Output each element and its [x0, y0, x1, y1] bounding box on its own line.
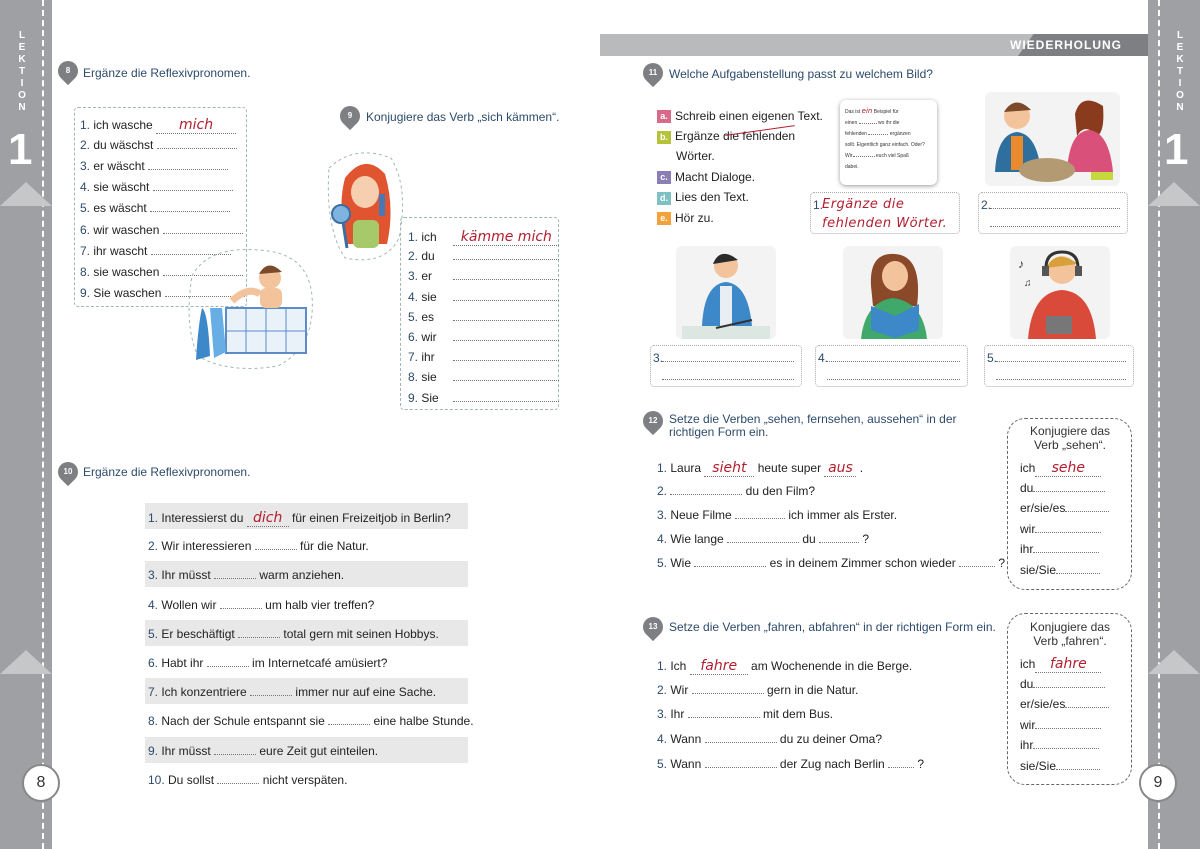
listening-illustration — [1010, 246, 1110, 339]
handwritten-answer: dich — [253, 510, 283, 526]
option-text: Ergänze die fehlenden — [675, 129, 796, 144]
answer-line — [990, 226, 1120, 227]
exercise-row — [408, 269, 559, 283]
item-text: Du sollst — [168, 772, 218, 787]
item-number: 4. — [148, 597, 162, 612]
answer-blank[interactable] — [214, 578, 256, 579]
item-text: wir waschen — [93, 222, 163, 237]
conjugation-row — [1020, 697, 1109, 711]
item-text: im Internetcafé amüsiert? — [248, 656, 388, 670]
exercise-row — [80, 138, 237, 152]
item-text: Habt ihr — [161, 656, 207, 670]
answer-blank[interactable] — [1056, 573, 1100, 574]
exercise-row — [80, 180, 233, 194]
answer-number: 1. — [813, 198, 824, 212]
handwritten-answer: sehe — [1051, 460, 1086, 476]
exercise-row — [80, 159, 228, 173]
item-text: ? — [914, 756, 925, 771]
exercise-row — [408, 249, 559, 263]
answer-blank[interactable] — [453, 259, 559, 260]
chevron-decoration — [1148, 182, 1200, 206]
answer-blank[interactable] — [1035, 532, 1101, 533]
chevron-decoration — [0, 650, 52, 674]
conjugation-row — [1020, 460, 1101, 477]
answer-blank[interactable] — [453, 279, 559, 280]
answer-blank[interactable] — [238, 637, 280, 638]
option-letter-badge: e. — [657, 212, 671, 225]
page-number-left: 8 — [22, 764, 60, 802]
item-text: gern in die Natur. — [763, 682, 859, 697]
exercise-row — [408, 370, 559, 384]
answer-blank[interactable] — [220, 608, 262, 609]
chevron-decoration — [1148, 650, 1200, 674]
answer-number: 3. — [653, 351, 664, 365]
item-number: 6. — [80, 222, 94, 237]
box-title-line: Verb „sehen“. — [1033, 438, 1107, 452]
handwritten-answer: Ergänze die fehlenden Wörter. — [822, 197, 948, 231]
answer-blank[interactable] — [819, 542, 859, 543]
exercise-9-instruction: Konjugiere das Verb „sich kämmen“. — [366, 110, 560, 124]
exercise-row — [657, 732, 882, 746]
exercise-row — [657, 757, 924, 771]
answer-blank[interactable] — [453, 300, 559, 301]
answer-blank[interactable] — [1033, 748, 1099, 749]
answer-blank[interactable] — [250, 695, 292, 696]
item-text: Wir interessieren — [161, 539, 255, 554]
item-text: um halb vier treffen? — [261, 597, 375, 612]
answer-blank[interactable] — [453, 360, 559, 361]
answer-blank[interactable] — [453, 401, 559, 402]
item-text: Wie — [670, 556, 695, 570]
answer-blank[interactable] — [328, 724, 370, 725]
sidebar-dashed-line — [42, 0, 44, 849]
item-text: du — [799, 532, 820, 546]
option-letter-badge: a. — [657, 110, 671, 123]
item-number: 5. — [80, 201, 94, 216]
exercise-row — [148, 656, 387, 670]
exercise-row — [148, 714, 474, 728]
item-text: wir — [421, 330, 437, 344]
answer-blank[interactable] — [207, 666, 249, 667]
exercise-row — [657, 508, 897, 522]
right-sidebar — [1148, 0, 1200, 849]
item-text: Interessierst du — [161, 511, 247, 525]
option-text: Schreib einen eigenen Text. — [675, 109, 823, 123]
item-text: ich wasche — [93, 118, 157, 132]
answer-blank[interactable] — [148, 169, 228, 170]
answer-line — [827, 379, 960, 380]
item-number: 1. — [80, 118, 94, 132]
answer-blank[interactable] — [1035, 728, 1101, 729]
lektion-vertical-label: L E K T I O N — [1176, 30, 1184, 113]
exercise-row — [657, 484, 815, 498]
option-item — [657, 109, 823, 123]
answer-blank[interactable] — [888, 767, 914, 768]
exercise-row — [80, 223, 243, 237]
item-text: es — [421, 309, 435, 324]
answer-blank[interactable] — [688, 717, 760, 718]
item-text: heute super — [754, 461, 825, 475]
pronoun: wir — [1020, 521, 1036, 536]
answer-number: 5. — [987, 351, 998, 365]
answer-blank[interactable] — [959, 566, 995, 567]
exercise-row — [148, 773, 347, 787]
answer-box[interactable] — [650, 345, 802, 387]
item-text: Neue Filme — [670, 508, 736, 522]
exercise-row — [80, 117, 236, 134]
boy-bathing-illustration — [188, 246, 316, 372]
exercise-row — [657, 683, 858, 697]
pronoun: er/sie/es — [1020, 501, 1066, 515]
item-number: 2. — [657, 682, 671, 697]
option-item — [657, 211, 714, 225]
conjugation-row — [1020, 563, 1100, 577]
item-text: er wäscht — [93, 159, 149, 174]
item-text: immer nur auf eine Sache. — [292, 685, 437, 700]
exercise-row — [408, 330, 559, 344]
item-text: für einen Freizeitjob in Berlin? — [288, 511, 451, 525]
answer-blank[interactable] — [217, 783, 259, 784]
item-text: total gern mit seinen Hobbys. — [280, 626, 439, 641]
lektion-number: 1 — [1164, 125, 1189, 174]
item-text: Nach der Schule entspannt sie — [161, 714, 329, 729]
exercise-row — [408, 310, 559, 324]
item-text: Wann — [670, 756, 705, 771]
exercise-row — [148, 539, 369, 553]
item-text: es wäscht — [93, 201, 151, 216]
conjugation-row — [1020, 522, 1101, 536]
answer-blank[interactable] — [1065, 511, 1109, 512]
exercise-row — [408, 290, 559, 304]
item-text: Ihr — [670, 707, 688, 722]
answer-blank[interactable] — [453, 380, 559, 381]
item-text: er — [421, 269, 433, 284]
conjugation-box-title — [1010, 620, 1130, 648]
answer-blank[interactable] — [453, 229, 559, 246]
item-number: 9. — [80, 285, 94, 300]
handwritten-answer: sieht — [712, 460, 747, 476]
item-text: Ihr müsst — [161, 743, 215, 758]
item-text: eure Zeit gut einteilen. — [256, 743, 379, 758]
item-text: Wie lange — [670, 532, 728, 546]
answer-blank[interactable] — [214, 754, 256, 755]
item-text: am Wochenende in die Berge. — [747, 659, 913, 673]
box-title-line: Konjugiere das — [1029, 620, 1111, 634]
exercise-row — [657, 556, 1005, 570]
pronoun: sie/Sie — [1020, 562, 1057, 577]
conjugation-row — [1020, 481, 1105, 495]
item-number: 8. — [148, 714, 162, 729]
item-text: sie wäscht — [93, 180, 153, 195]
exercise-8-instruction: Ergänze die Reflexivpronomen. — [83, 66, 251, 80]
exercise-row — [657, 460, 863, 477]
option-letter-badge: b. — [657, 131, 671, 144]
answer-box[interactable] — [815, 345, 968, 387]
exercise-badge-icon: 8 — [54, 57, 82, 85]
answer-blank[interactable] — [453, 320, 559, 321]
item-text: du zu deiner Oma? — [776, 732, 882, 747]
answer-blank[interactable] — [1033, 552, 1099, 553]
item-text: Ich — [670, 659, 690, 673]
item-text: Sie waschen — [93, 285, 165, 300]
conjugation-row — [1020, 718, 1101, 732]
item-text: du wäschst — [93, 138, 157, 153]
option-text: Macht Dialoge. — [675, 169, 756, 184]
option-item — [657, 190, 749, 204]
item-number: 5. — [148, 626, 162, 641]
answer-blank[interactable] — [1035, 460, 1101, 477]
item-text: . — [856, 461, 864, 475]
sidebar-dashed-line — [1158, 0, 1160, 849]
item-number: 1. — [657, 659, 671, 673]
item-text: mit dem Bus. — [759, 707, 834, 722]
lektion-vertical-label: L E K T I O N — [18, 30, 26, 113]
answer-line — [827, 361, 960, 362]
exercise-row — [657, 658, 912, 675]
item-number: 9. — [148, 743, 162, 758]
pronoun: du — [1020, 676, 1034, 691]
exercise-badge-icon: 11 — [639, 59, 667, 87]
answer-blank[interactable] — [1033, 491, 1105, 492]
item-text: eine halbe Stunde. — [370, 714, 474, 729]
answer-blank[interactable] — [705, 742, 777, 743]
item-number: 4. — [657, 732, 671, 747]
conjugation-row — [1020, 759, 1100, 773]
item-number: 6. — [148, 656, 162, 670]
exercise-10-instruction: Ergänze die Reflexivpronomen. — [83, 465, 251, 479]
page-number-right: 9 — [1139, 764, 1177, 802]
answer-blank[interactable] — [156, 117, 236, 134]
answer-blank[interactable] — [1056, 769, 1100, 770]
item-text: Sie — [421, 390, 439, 405]
box-title-line: Verb „fahren“. — [1033, 634, 1107, 648]
item-number: 3. — [657, 707, 671, 722]
option-text: Lies den Text. — [675, 190, 749, 205]
exercise-row — [148, 627, 439, 641]
conjugation-box-title — [1010, 424, 1130, 452]
item-text: Wann — [670, 732, 705, 747]
answer-blank[interactable] — [704, 460, 754, 477]
writing-illustration — [676, 246, 776, 339]
header-bar — [600, 34, 1148, 56]
item-number: 8. — [408, 370, 422, 385]
answer-blank[interactable] — [153, 190, 233, 191]
item-number: 2. — [657, 484, 671, 498]
box-title-line: Konjugiere das — [1029, 424, 1111, 438]
item-number: 6. — [408, 330, 422, 344]
pronoun: er/sie/es — [1020, 697, 1066, 711]
item-number: 4. — [657, 532, 671, 546]
exercise-badge-icon: 12 — [639, 407, 667, 435]
item-text: ihr — [421, 350, 435, 365]
handwritten-answer: fahre — [1049, 656, 1087, 672]
option-text: Hör zu. — [675, 210, 714, 225]
item-text: sie — [421, 289, 437, 304]
pronoun: ich — [1020, 461, 1036, 475]
girl-combing-illustration — [325, 148, 405, 266]
item-number: 7. — [80, 243, 94, 258]
item-number: 7. — [148, 685, 162, 700]
pronoun: du — [1020, 480, 1034, 495]
answer-blank[interactable] — [727, 542, 799, 543]
option-item — [657, 129, 795, 143]
item-text: Wir — [670, 682, 692, 697]
handwritten-answer: aus — [828, 460, 853, 476]
answer-line — [996, 379, 1126, 380]
answer-line — [662, 379, 794, 380]
item-text: ? — [995, 556, 1006, 570]
item-text: Er beschäftigt — [161, 626, 239, 641]
pronoun: ihr — [1020, 738, 1034, 752]
exercise-row — [408, 350, 559, 364]
item-number: 4. — [408, 289, 422, 304]
item-text: ihr wascht — [93, 243, 151, 258]
answer-blank[interactable] — [692, 693, 764, 694]
item-number: 3. — [408, 269, 422, 284]
exercise-13-instruction: Setze die Verben „fahren, abfahren“ in der richtigen Form ein. — [669, 620, 996, 634]
reading-illustration — [843, 246, 943, 339]
exercise-row — [80, 201, 230, 215]
item-text: du — [421, 249, 435, 264]
exercise-row — [657, 707, 833, 721]
exercise-badge-icon: 13 — [639, 613, 667, 641]
exercise-badge-icon: 10 — [54, 458, 82, 486]
item-text: für die Natur. — [296, 539, 369, 554]
item-number: 1. — [657, 461, 671, 475]
option-text-continued: Wörter. — [676, 149, 715, 164]
item-text: warm anziehen. — [256, 568, 345, 583]
item-number: 10. — [148, 772, 169, 787]
answer-blank[interactable] — [824, 460, 856, 477]
exercise-row — [408, 229, 559, 246]
pronoun: sie/Sie — [1020, 758, 1057, 773]
item-number: 5. — [657, 756, 671, 771]
exercise-12-instruction: Setze die Verben „sehen, fernsehen, aussehen“ in der richtigen Form ein. — [669, 412, 957, 439]
answer-blank[interactable] — [1035, 656, 1101, 673]
item-number: 3. — [148, 568, 162, 583]
item-text: ich — [421, 230, 437, 244]
answer-number: 4. — [818, 351, 829, 365]
exercise-row — [148, 744, 378, 758]
exercise-row — [148, 598, 374, 612]
handwritten-answer: mich — [178, 117, 214, 133]
conjugation-row — [1020, 738, 1099, 752]
exercise-row — [657, 532, 869, 546]
lektion-number: 1 — [8, 125, 33, 174]
answer-line — [662, 361, 794, 362]
answer-box[interactable] — [978, 192, 1128, 234]
answer-box[interactable] — [984, 345, 1134, 387]
item-number: 9. — [408, 390, 422, 405]
item-text: sie — [421, 370, 437, 385]
answer-blank[interactable] — [705, 767, 777, 768]
handwritten-answer: fahre — [700, 658, 738, 674]
conjugation-row — [1020, 542, 1099, 556]
answer-line — [996, 361, 1126, 362]
answer-blank[interactable] — [690, 658, 748, 675]
item-text: nicht verspäten. — [259, 772, 348, 787]
pronoun: ich — [1020, 657, 1036, 671]
left-sidebar — [0, 0, 52, 849]
option-letter-badge: c. — [657, 171, 671, 184]
answer-blank[interactable] — [694, 566, 766, 567]
note-card-illustration: Das ist ein Beispiel für einen wo ihr die fehlenden ergänzen sollt. Eigentlich ganz einfach. Oder? Wir euch viel Spaß dabei. — [840, 100, 937, 185]
answer-blank[interactable] — [157, 148, 237, 149]
answer-blank[interactable] — [453, 340, 559, 341]
answer-blank[interactable] — [1033, 687, 1105, 688]
conjugation-row — [1020, 501, 1109, 515]
dialogue-illustration — [985, 92, 1120, 186]
header-title: WIEDERHOLUNG — [1010, 38, 1122, 52]
option-letter-badge: d. — [657, 192, 671, 205]
item-number: 7. — [408, 350, 422, 365]
pronoun: wir — [1020, 717, 1036, 732]
answer-blank[interactable] — [247, 510, 289, 527]
handwritten-answer: kämme mich — [460, 229, 552, 245]
answer-blank[interactable] — [1065, 707, 1109, 708]
item-number: 2. — [408, 249, 422, 264]
item-text: du den Film? — [742, 484, 816, 498]
svg-text:♪: ♪ — [1018, 257, 1024, 271]
item-text: Ihr müsst — [161, 568, 215, 583]
item-text: Wollen wir — [161, 597, 220, 612]
item-number: 5. — [657, 556, 671, 570]
item-text: der Zug nach Berlin — [776, 756, 888, 771]
answer-blank[interactable] — [670, 494, 742, 495]
conjugation-row — [1020, 656, 1101, 673]
chevron-decoration — [0, 182, 52, 206]
option-item — [657, 170, 755, 184]
item-number: 4. — [80, 180, 94, 195]
exercise-badge-icon: 9 — [336, 102, 364, 130]
answer-number: 2. — [981, 198, 992, 212]
conjugation-row — [1020, 677, 1105, 691]
item-text: es in deinem Zimmer schon wieder — [766, 556, 960, 570]
item-number: 1. — [148, 511, 162, 525]
answer-blank[interactable] — [150, 211, 230, 212]
exercise-row — [148, 685, 436, 699]
exercise-row — [408, 391, 559, 405]
exercise-row — [148, 510, 451, 527]
exercise-row — [148, 568, 344, 582]
item-number: 8. — [80, 264, 94, 279]
svg-text:♫: ♫ — [1024, 278, 1032, 289]
item-number: 5. — [408, 309, 422, 324]
answer-blank[interactable] — [163, 233, 243, 234]
item-number: 3. — [657, 508, 671, 522]
item-number: 3. — [80, 159, 94, 174]
answer-blank[interactable] — [735, 518, 785, 519]
pronoun: ihr — [1020, 542, 1034, 556]
answer-line — [990, 208, 1120, 209]
item-number: 2. — [80, 138, 94, 153]
item-number: 1. — [408, 230, 422, 244]
item-text: ich immer als Erster. — [785, 508, 898, 522]
item-text: ? — [859, 532, 870, 546]
item-text: Ich konzentriere — [161, 685, 251, 700]
item-text: Laura — [670, 461, 705, 475]
item-text: sie waschen — [93, 264, 163, 279]
answer-blank[interactable] — [255, 549, 297, 550]
exercise-11-instruction: Welche Aufgabenstellung passt zu welchem Bild? — [669, 67, 933, 81]
item-number: 2. — [148, 539, 162, 554]
